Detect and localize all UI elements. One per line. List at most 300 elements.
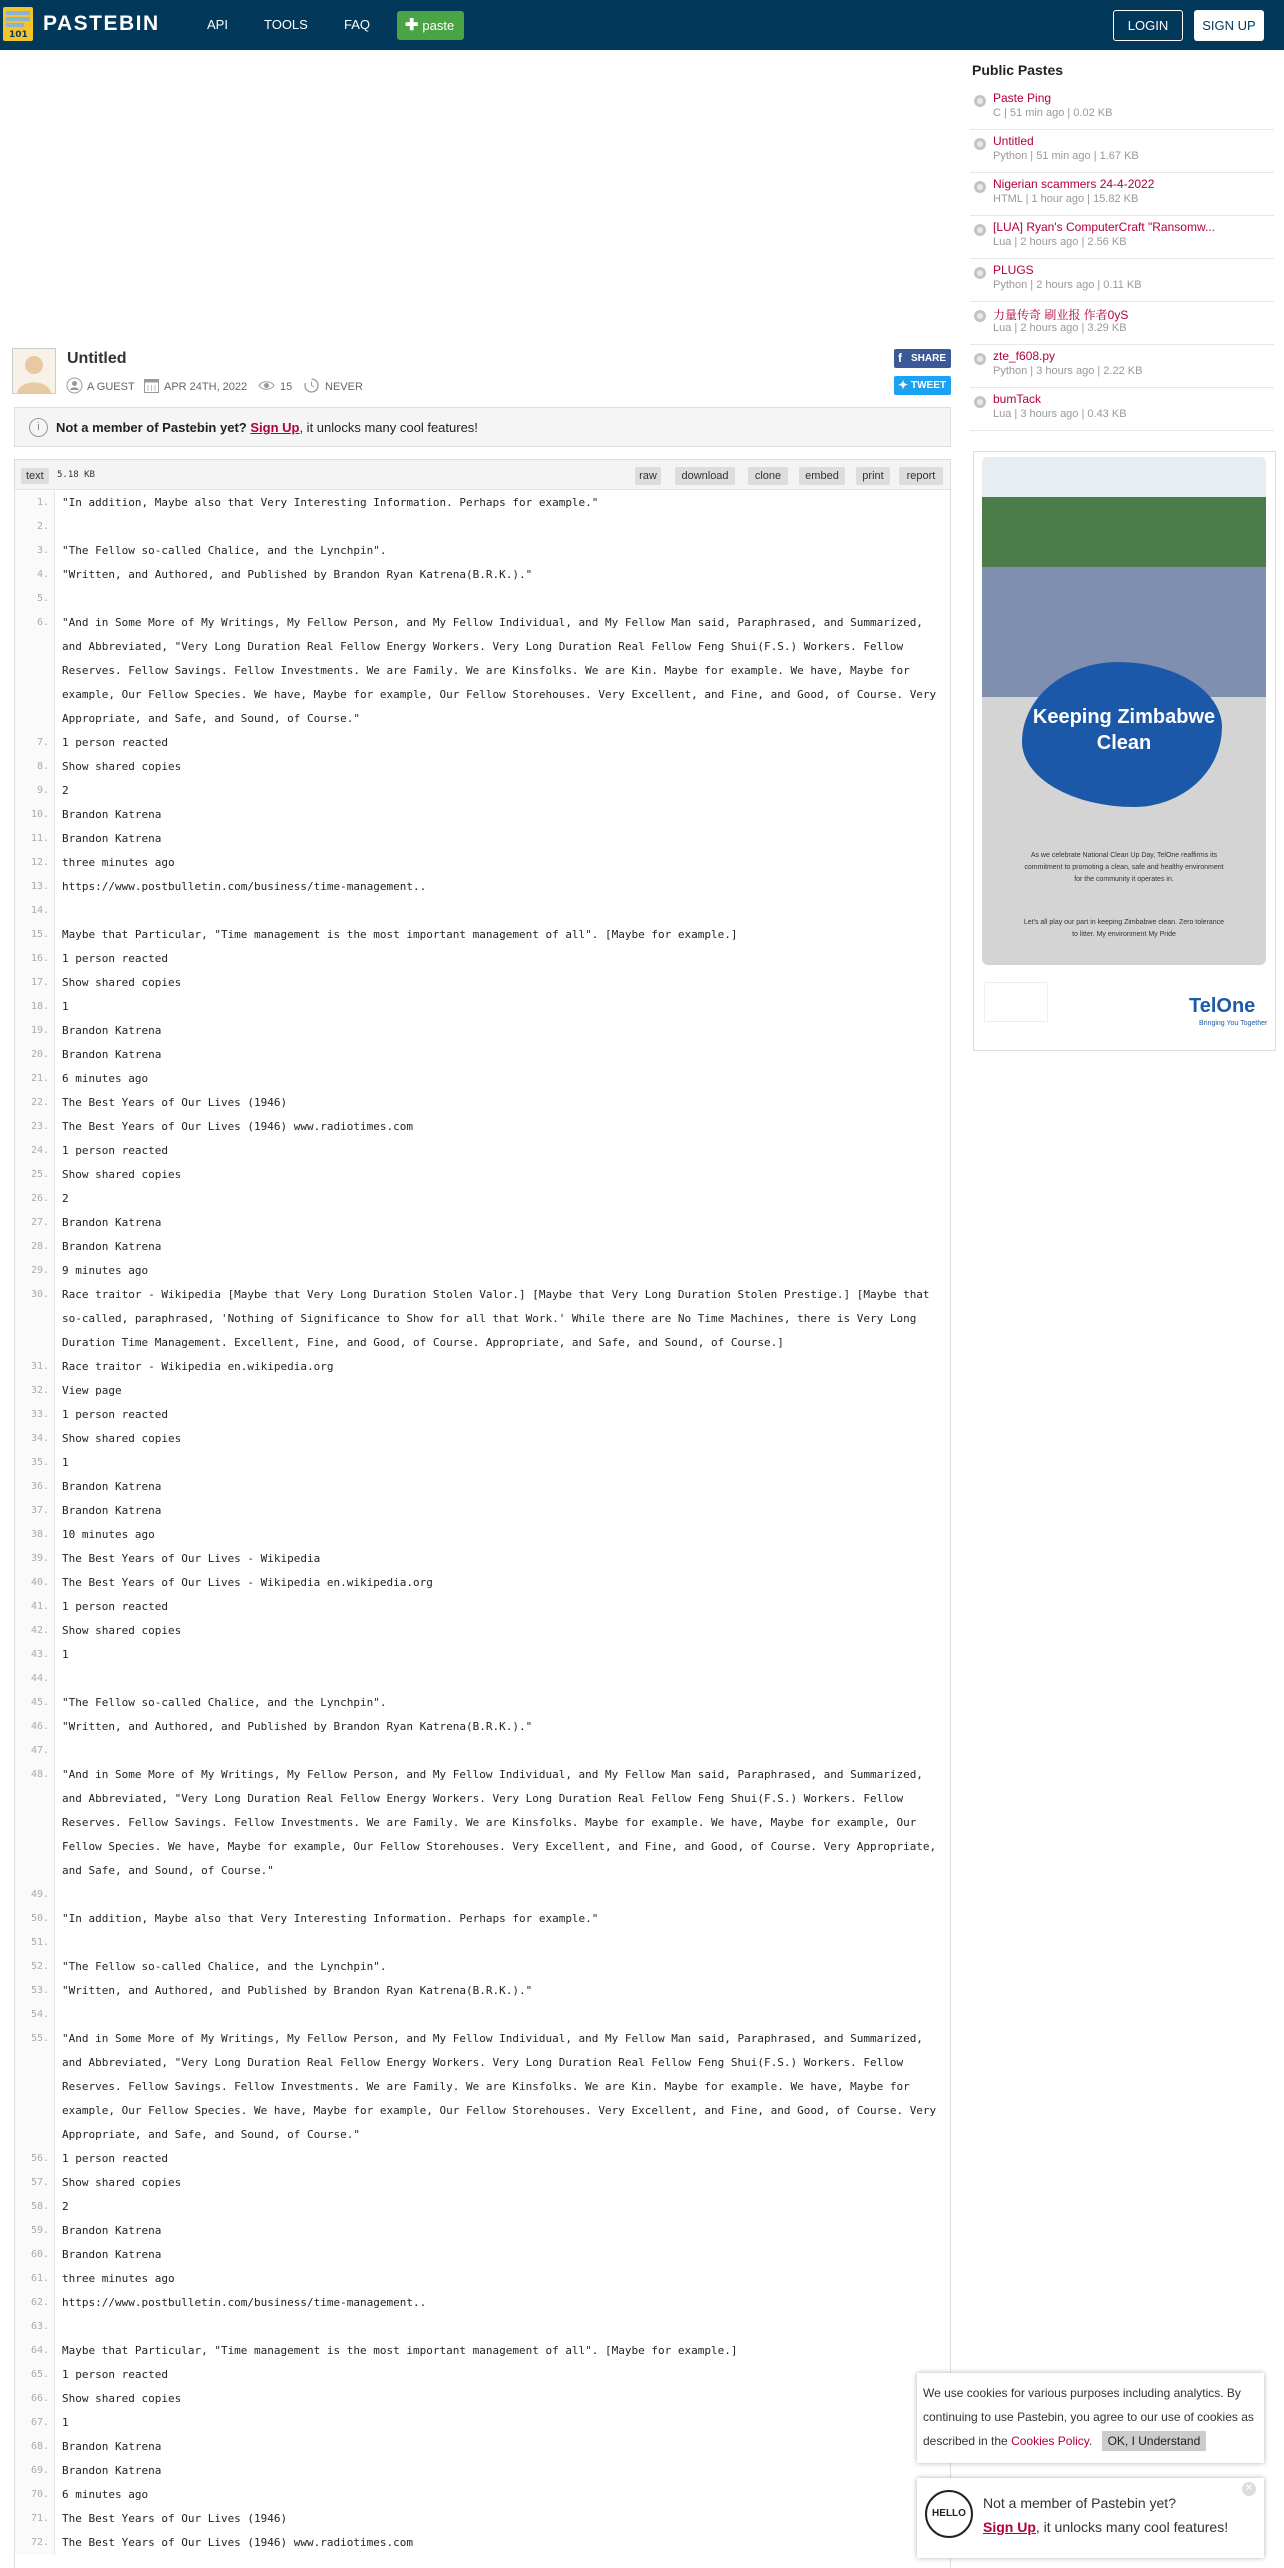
calendar-icon bbox=[143, 377, 160, 394]
code-line bbox=[15, 1235, 950, 1259]
public-paste-info: Lua | 2 hours ago | 2.56 KB bbox=[993, 236, 1127, 248]
cookie-accept-button[interactable]: OK, I Understand bbox=[1102, 2431, 1207, 2451]
globe-icon bbox=[974, 224, 986, 236]
ad-tagline: Bringing You Together bbox=[1199, 1020, 1268, 1027]
pastebin-logo-icon[interactable] bbox=[0, 3, 38, 45]
line-text: 1 person reacted bbox=[62, 1600, 168, 1613]
line-text: The Best Years of Our Lives (1946) www.radiotimes.com bbox=[62, 2536, 413, 2549]
public-paste-info: HTML | 1 hour ago | 15.82 KB bbox=[993, 193, 1139, 205]
signup-popup-text bbox=[983, 2491, 1228, 2539]
info-icon: i bbox=[29, 418, 48, 437]
line-number: 7. bbox=[15, 731, 55, 755]
code-lines[interactable] bbox=[15, 491, 950, 2555]
line-number: 57. bbox=[15, 2171, 55, 2195]
line-number: 40. bbox=[15, 1571, 55, 1595]
line-number: 52. bbox=[15, 1955, 55, 1979]
nav-api[interactable]: API bbox=[207, 17, 228, 32]
line-text bbox=[55, 1667, 950, 1691]
share-button[interactable] bbox=[894, 349, 951, 368]
line-text: 1 person reacted bbox=[62, 952, 168, 965]
code-line bbox=[15, 1091, 950, 1115]
public-paste-info: Python | 51 min ago | 1.67 KB bbox=[993, 150, 1139, 162]
line-text: Brandon Katrena bbox=[62, 1504, 162, 1517]
line-text: "In addition, Maybe also that Very Interesting Information. Perhaps for example." bbox=[62, 496, 599, 509]
raw-button[interactable]: raw bbox=[635, 467, 661, 485]
line-number: 50. bbox=[15, 1907, 55, 1931]
code-line bbox=[15, 1571, 950, 1595]
code-line bbox=[15, 515, 950, 539]
code-line bbox=[15, 1619, 950, 1643]
nav-faq[interactable]: FAQ bbox=[344, 17, 371, 32]
facebook-icon: f bbox=[898, 351, 902, 365]
code-line bbox=[15, 1019, 950, 1043]
line-text: "In addition, Maybe also that Very Interesting Information. Perhaps for example." bbox=[62, 1912, 599, 1925]
tweet-button[interactable] bbox=[894, 376, 951, 395]
paste-date: APR 24TH, 2022 bbox=[164, 381, 248, 393]
close-icon[interactable]: ✕ bbox=[1242, 2482, 1256, 2496]
hello-speech-bubble-icon: HELLO bbox=[925, 2490, 973, 2538]
public-paste-item[interactable] bbox=[970, 390, 1274, 431]
line-text bbox=[55, 515, 950, 539]
line-number: 26. bbox=[15, 1187, 55, 1211]
line-number: 25. bbox=[15, 1163, 55, 1187]
line-number: 34. bbox=[15, 1427, 55, 1451]
code-line bbox=[15, 1211, 950, 1235]
code-line bbox=[15, 1115, 950, 1139]
public-paste-name[interactable]: 力量传奇 刷业报 作者0yS bbox=[993, 308, 1129, 322]
clock-icon bbox=[303, 377, 320, 394]
line-text: "The Fellow so-called Chalice, and the Lynchpin". bbox=[62, 1960, 387, 1973]
code-line bbox=[15, 1691, 950, 1715]
line-text: three minutes ago bbox=[62, 2272, 175, 2285]
line-text: 1 person reacted bbox=[62, 736, 168, 749]
signup-popup-line1: Not a member of Pastebin yet? bbox=[983, 2495, 1176, 2511]
line-number: 47. bbox=[15, 1739, 55, 1763]
code-line bbox=[15, 2291, 950, 2315]
code-panel bbox=[14, 459, 951, 2568]
line-number: 31. bbox=[15, 1355, 55, 1379]
code-line bbox=[15, 1955, 950, 1979]
line-number: 15. bbox=[15, 923, 55, 947]
top-header bbox=[0, 0, 1284, 50]
line-number: 41. bbox=[15, 1595, 55, 1619]
line-number: 32. bbox=[15, 1379, 55, 1403]
paste-views: 15 bbox=[280, 381, 293, 393]
code-line bbox=[15, 995, 950, 1019]
code-line bbox=[15, 1163, 950, 1187]
line-text: 2 bbox=[62, 784, 69, 797]
svg-text:101: 101 bbox=[9, 30, 28, 40]
line-text: "Written, and Authored, and Published by Brandon Ryan Katrena(B.R.K.)." bbox=[62, 1984, 533, 1997]
code-line bbox=[15, 2147, 950, 2171]
line-text bbox=[55, 2003, 950, 2027]
code-line bbox=[15, 2411, 950, 2435]
line-number: 1. bbox=[15, 491, 55, 515]
line-text: Brandon Katrena bbox=[62, 1480, 162, 1493]
notice-suffix: , it unlocks many cool features! bbox=[299, 420, 478, 435]
code-line bbox=[15, 2219, 950, 2243]
line-number: 61. bbox=[15, 2267, 55, 2291]
line-number: 49. bbox=[15, 1883, 55, 1907]
public-paste-name[interactable]: [LUA] Ryan's ComputerCraft "Ransomw... bbox=[993, 220, 1215, 234]
download-button[interactable]: download bbox=[675, 467, 735, 485]
line-text: 1 bbox=[62, 2416, 69, 2429]
line-text: The Best Years of Our Lives - Wikipedia en.wikipedia.org bbox=[62, 1576, 433, 1589]
line-text: 1 person reacted bbox=[62, 2152, 168, 2165]
line-text: Brandon Katrena bbox=[62, 2224, 162, 2237]
line-number: 19. bbox=[15, 1019, 55, 1043]
line-number: 62. bbox=[15, 2291, 55, 2315]
code-line bbox=[15, 1403, 950, 1427]
line-text: "Written, and Authored, and Published by Brandon Ryan Katrena(B.R.K.)." bbox=[62, 568, 533, 581]
code-line bbox=[15, 2315, 950, 2339]
line-number: 16. bbox=[15, 947, 55, 971]
code-line bbox=[15, 1475, 950, 1499]
line-number: 51. bbox=[15, 1931, 55, 1955]
code-line bbox=[15, 2435, 950, 2459]
line-text bbox=[55, 899, 950, 923]
line-text: 1 bbox=[62, 1000, 69, 1013]
line-text: 2 bbox=[62, 1192, 69, 1205]
globe-icon bbox=[974, 95, 986, 107]
line-text bbox=[55, 1931, 950, 1955]
public-paste-name[interactable]: Untitled bbox=[993, 134, 1034, 148]
code-line bbox=[15, 827, 950, 851]
eye-icon bbox=[258, 377, 275, 394]
line-text: "Written, and Authored, and Published by Brandon Ryan Katrena(B.R.K.)." bbox=[62, 1720, 533, 1733]
line-text: Brandon Katrena bbox=[62, 832, 162, 845]
paste-author[interactable]: A GUEST bbox=[87, 381, 135, 393]
line-number: 64. bbox=[15, 2339, 55, 2363]
line-number: 70. bbox=[15, 2483, 55, 2507]
line-number: 30. bbox=[15, 1283, 55, 1355]
line-text: Race traitor - Wikipedia en.wikipedia.org bbox=[62, 1360, 334, 1373]
public-paste-name[interactable]: Nigerian scammers 24-4-2022 bbox=[993, 177, 1155, 191]
paste-size: 5.18 KB bbox=[57, 470, 95, 480]
line-number: 10. bbox=[15, 803, 55, 827]
line-number: 56. bbox=[15, 2147, 55, 2171]
public-paste-item[interactable] bbox=[970, 304, 1274, 345]
code-line bbox=[15, 1139, 950, 1163]
line-number: 60. bbox=[15, 2243, 55, 2267]
line-text: "And in Some More of My Writings, My Fellow Person, and My Fellow Individual, and My Fellow Man said, Paraphrased, and Summarized, and Abbreviated, "Very Long Duration Real Fellow Energy Workers. Very Long Duration Real Fellow Feng Shui(F.S.) Workers. Fellow Reserves. Fellow Savings. Fellow Investments. We are Family. We are Kinsfolks. We are Kin. Maybe for example. We have, Maybe for example, Our Fellow Species. We have, Maybe for example, Our Fellow Storehouses. Very Excellent, and Fine, and Good, of Course. Very Appropriate, and Safe, and Sound, of Course." bbox=[62, 2032, 943, 2141]
line-number: 13. bbox=[15, 875, 55, 899]
line-number: 24. bbox=[15, 1139, 55, 1163]
line-number: 4. bbox=[15, 563, 55, 587]
code-line bbox=[15, 2339, 950, 2363]
line-number: 2. bbox=[15, 515, 55, 539]
line-number: 28. bbox=[15, 1235, 55, 1259]
line-number: 22. bbox=[15, 1091, 55, 1115]
line-number: 14. bbox=[15, 899, 55, 923]
share-label: SHARE bbox=[910, 353, 946, 364]
advertisement[interactable] bbox=[973, 451, 1276, 1051]
line-text: Maybe that Particular, "Time management is the most important management of all". [Maybe for example.] bbox=[62, 928, 738, 941]
line-number: 54. bbox=[15, 2003, 55, 2027]
line-number: 6. bbox=[15, 611, 55, 731]
line-text: 6 minutes ago bbox=[62, 2488, 149, 2501]
line-text: Show shared copies bbox=[62, 1624, 182, 1637]
code-line bbox=[15, 1547, 950, 1571]
line-text: three minutes ago bbox=[62, 856, 175, 869]
code-line bbox=[15, 2003, 950, 2027]
code-line bbox=[15, 755, 950, 779]
line-number: 21. bbox=[15, 1067, 55, 1091]
line-text: 9 minutes ago bbox=[62, 1264, 149, 1277]
line-number: 44. bbox=[15, 1667, 55, 1691]
line-text: Race traitor - Wikipedia [Maybe that Very Long Duration Stolen Valor.] [Maybe that Very Long Duration Stolen Prestige.] [Maybe that so-called, paraphrased, 'Nothing of Significance to Show for all that Work.' While there are No Time Machines, there is Very Long Duration Time Management. Excellent, Fine, and Good, of Course. Appropriate, and Safe, and Sound, of Course.] bbox=[62, 1288, 937, 1349]
code-line bbox=[15, 1283, 950, 1355]
line-text: Brandon Katrena bbox=[62, 808, 162, 821]
code-line bbox=[15, 2195, 950, 2219]
code-line bbox=[15, 611, 950, 731]
line-number: 55. bbox=[15, 2027, 55, 2147]
globe-icon bbox=[974, 267, 986, 279]
line-text: Show shared copies bbox=[62, 976, 182, 989]
code-line bbox=[15, 1907, 950, 1931]
ad-copy: As we celebrate National Clean Up Day, TelOne reaffirms its commitment to promoting a clean, safe and healthy environment for the community it operates in. bbox=[1024, 852, 1224, 883]
line-number: 11. bbox=[15, 827, 55, 851]
code-line bbox=[15, 1043, 950, 1067]
code-line bbox=[15, 899, 950, 923]
line-number: 5. bbox=[15, 587, 55, 611]
code-line bbox=[15, 2483, 950, 2507]
line-number: 65. bbox=[15, 2363, 55, 2387]
line-number: 35. bbox=[15, 1451, 55, 1475]
line-text: View page bbox=[62, 1384, 122, 1397]
line-text: Brandon Katrena bbox=[62, 2464, 162, 2477]
code-line bbox=[15, 779, 950, 803]
public-paste-info: Lua | 2 hours ago | 3.29 KB bbox=[993, 322, 1127, 334]
line-number: 8. bbox=[15, 755, 55, 779]
public-pastes-title: Public Pastes bbox=[972, 62, 1064, 78]
code-line bbox=[15, 923, 950, 947]
twitter-icon: ✦ bbox=[898, 378, 909, 392]
code-line bbox=[15, 1931, 950, 1955]
line-text: 6 minutes ago bbox=[62, 1072, 149, 1085]
line-text bbox=[55, 2315, 950, 2339]
signup-popup-link[interactable]: Sign Up bbox=[983, 2519, 1036, 2535]
nav-tools[interactable]: TOOLS bbox=[264, 17, 308, 32]
line-number: 67. bbox=[15, 2411, 55, 2435]
clone-button[interactable]: clone bbox=[748, 467, 788, 485]
line-text: Brandon Katrena bbox=[62, 2248, 162, 2261]
line-text: Maybe that Particular, "Time management is the most important management of all". [Maybe for example.] bbox=[62, 2344, 738, 2357]
paste-title: Untitled bbox=[67, 350, 127, 367]
line-number: 33. bbox=[15, 1403, 55, 1427]
line-text: Show shared copies bbox=[62, 1432, 182, 1445]
paste-expiry: NEVER bbox=[325, 381, 363, 393]
line-number: 58. bbox=[15, 2195, 55, 2219]
line-text: 1 bbox=[62, 1456, 69, 1469]
tweet-label: TWEET bbox=[911, 380, 946, 391]
code-line bbox=[15, 1523, 950, 1547]
line-number: 23. bbox=[15, 1115, 55, 1139]
code-line bbox=[15, 1883, 950, 1907]
line-text: 1 person reacted bbox=[62, 1144, 168, 1157]
line-text: Brandon Katrena bbox=[62, 1240, 162, 1253]
line-number: 37. bbox=[15, 1499, 55, 1523]
line-text bbox=[55, 587, 950, 611]
code-line bbox=[15, 1259, 950, 1283]
cookie-banner bbox=[917, 2373, 1264, 2463]
line-number: 3. bbox=[15, 539, 55, 563]
line-text: Brandon Katrena bbox=[62, 1216, 162, 1229]
code-line bbox=[15, 803, 950, 827]
line-number: 39. bbox=[15, 1547, 55, 1571]
report-button[interactable]: report bbox=[899, 467, 943, 485]
ad-partner-logos bbox=[984, 982, 1048, 1022]
public-paste-item[interactable] bbox=[970, 261, 1274, 302]
line-text: Brandon Katrena bbox=[62, 1024, 162, 1037]
line-number: 18. bbox=[15, 995, 55, 1019]
public-paste-item[interactable] bbox=[970, 347, 1274, 388]
cookie-text: We use cookies for various purposes including analytics. By continuing to use Pastebin, you agree to our use of cookies as described in the Cookies Policy. OK, I Understand bbox=[923, 2381, 1259, 2453]
notice-text bbox=[56, 420, 478, 435]
line-text: 1 person reacted bbox=[62, 1408, 168, 1421]
line-text: Show shared copies bbox=[62, 760, 182, 773]
globe-icon bbox=[974, 310, 986, 322]
public-paste-name[interactable]: bumTack bbox=[993, 392, 1042, 406]
code-line bbox=[15, 587, 950, 611]
line-number: 45. bbox=[15, 1691, 55, 1715]
code-line bbox=[15, 731, 950, 755]
code-line bbox=[15, 1739, 950, 1763]
line-number: 38. bbox=[15, 1523, 55, 1547]
login-button[interactable]: LOGIN bbox=[1113, 10, 1183, 41]
line-text: 2 bbox=[62, 2200, 69, 2213]
globe-icon bbox=[974, 353, 986, 365]
public-paste-info: Lua | 3 hours ago | 0.43 KB bbox=[993, 408, 1127, 420]
guest-avatar-icon bbox=[13, 349, 55, 393]
code-line bbox=[15, 2027, 950, 2147]
syntax-tag[interactable]: text bbox=[21, 468, 49, 484]
line-text: 1 bbox=[62, 1648, 69, 1661]
line-text: The Best Years of Our Lives - Wikipedia bbox=[62, 1552, 321, 1565]
code-toolbar bbox=[15, 460, 950, 490]
line-number: 20. bbox=[15, 1043, 55, 1067]
code-line bbox=[15, 2243, 950, 2267]
public-paste-name[interactable]: PLUGS bbox=[993, 263, 1034, 277]
line-text: 1 person reacted bbox=[62, 2368, 168, 2381]
line-number: 42. bbox=[15, 1619, 55, 1643]
line-text: The Best Years of Our Lives (1946) bbox=[62, 2512, 288, 2525]
public-paste-name[interactable]: Paste Ping bbox=[993, 91, 1052, 105]
line-number: 63. bbox=[15, 2315, 55, 2339]
line-number: 27. bbox=[15, 1211, 55, 1235]
public-paste-info: C | 51 min ago | 0.02 KB bbox=[993, 107, 1113, 119]
code-line bbox=[15, 491, 950, 515]
ad-headline: Keeping Zimbabwe Clean bbox=[1032, 706, 1216, 754]
code-line bbox=[15, 2171, 950, 2195]
code-line bbox=[15, 2531, 950, 2555]
embed-button[interactable]: embed bbox=[799, 467, 845, 485]
notice-signup-link[interactable]: Sign Up bbox=[250, 420, 300, 435]
print-button[interactable]: print bbox=[856, 467, 890, 485]
plus-icon: ✚ bbox=[405, 17, 419, 34]
line-text: "And in Some More of My Writings, My Fellow Person, and My Fellow Individual, and My Fellow Man said, Paraphrased, and Summarized, and Abbreviated, "Very Long Duration Real Fellow Energy Workers. Very Long Duration Real Fellow Feng Shui(F.S.) Workers. Fellow Reserves. Fellow Savings. Fellow Investments. We are Family. We are Kinsfolks. Maybe for example. We have, Maybe for example, Our Fellow Species. We have, Maybe for example, Our Fellow Storehouses. Very Excellent, and Fine, and Good, of Course. Very Appropriate, and Safe, and Sound, of Course." bbox=[62, 1768, 943, 1877]
signup-popup bbox=[917, 2478, 1264, 2558]
line-text: 10 minutes ago bbox=[62, 1528, 155, 1541]
code-line bbox=[15, 1427, 950, 1451]
line-number: 53. bbox=[15, 1979, 55, 2003]
logo-text[interactable]: PASTEBIN bbox=[43, 12, 160, 35]
line-text: https://www.postbulletin.com/business/time-management.. bbox=[62, 880, 427, 893]
ad-image bbox=[982, 457, 1266, 965]
line-number: 43. bbox=[15, 1643, 55, 1667]
public-paste-item[interactable] bbox=[970, 89, 1274, 130]
new-paste-label: paste bbox=[422, 18, 455, 33]
cookies-policy-link[interactable]: Cookies Policy bbox=[1011, 2434, 1089, 2448]
code-line bbox=[15, 1595, 950, 1619]
line-text: Brandon Katrena bbox=[62, 1048, 162, 1061]
line-number: 9. bbox=[15, 779, 55, 803]
code-line bbox=[15, 1187, 950, 1211]
line-text: The Best Years of Our Lives (1946) www.radiotimes.com bbox=[62, 1120, 413, 1133]
line-text: "And in Some More of My Writings, My Fellow Person, and My Fellow Individual, and My Fellow Man said, Paraphrased, and Summarized, and Abbreviated, "Very Long Duration Real Fellow Energy Workers. Very Long Duration Real Fellow Feng Shui(F.S.) Workers. Fellow Reserves. Fellow Savings. Fellow Investments. We are Family. We are Kinsfolks. We are Kin. Maybe for example. We have, Maybe for example, Our Fellow Species. We have, Maybe for example, Our Fellow Storehouses. Very Excellent, and Fine, and Good, of Course. Very Appropriate, and Safe, and Sound, of Course." bbox=[62, 616, 943, 725]
signup-notice bbox=[14, 407, 951, 447]
notice-prefix: Not a member of Pastebin yet? bbox=[56, 420, 247, 435]
line-number: 29. bbox=[15, 1259, 55, 1283]
code-line bbox=[15, 1643, 950, 1667]
line-number: 66. bbox=[15, 2387, 55, 2411]
code-line bbox=[15, 539, 950, 563]
code-line bbox=[15, 2267, 950, 2291]
public-paste-item[interactable] bbox=[970, 132, 1274, 173]
code-line bbox=[15, 1715, 950, 1739]
public-paste-item[interactable] bbox=[970, 218, 1274, 259]
code-line bbox=[15, 1451, 950, 1475]
line-number: 72. bbox=[15, 2531, 55, 2555]
globe-icon bbox=[974, 181, 986, 193]
line-number: 36. bbox=[15, 1475, 55, 1499]
signup-button[interactable]: SIGN UP bbox=[1194, 10, 1264, 41]
line-number: 12. bbox=[15, 851, 55, 875]
line-text bbox=[55, 1739, 950, 1763]
code-line bbox=[15, 1355, 950, 1379]
public-paste-info: Python | 3 hours ago | 2.22 KB bbox=[993, 365, 1143, 377]
code-line bbox=[15, 2507, 950, 2531]
line-number: 48. bbox=[15, 1763, 55, 1883]
line-text: "The Fellow so-called Chalice, and the Lynchpin". bbox=[62, 544, 387, 557]
code-line bbox=[15, 1763, 950, 1883]
code-line bbox=[15, 971, 950, 995]
line-number: 68. bbox=[15, 2435, 55, 2459]
public-paste-item[interactable] bbox=[970, 175, 1274, 216]
code-line bbox=[15, 1379, 950, 1403]
code-line bbox=[15, 1499, 950, 1523]
line-text: Show shared copies bbox=[62, 1168, 182, 1181]
ad-copy-secondary: Let's all play our part in keeping Zimbabwe clean. Zero tolerance to litter. My environment My Pride bbox=[1023, 919, 1225, 938]
code-line bbox=[15, 875, 950, 899]
code-line bbox=[15, 563, 950, 587]
code-line bbox=[15, 2459, 950, 2483]
user-icon bbox=[66, 377, 83, 394]
new-paste-button[interactable] bbox=[397, 11, 464, 40]
line-number: 46. bbox=[15, 1715, 55, 1739]
line-text: "The Fellow so-called Chalice, and the Lynchpin". bbox=[62, 1696, 387, 1709]
line-text bbox=[55, 1883, 950, 1907]
public-paste-name[interactable]: zte_f608.py bbox=[993, 349, 1056, 363]
globe-icon bbox=[974, 396, 986, 408]
line-number: 17. bbox=[15, 971, 55, 995]
line-text: The Best Years of Our Lives (1946) bbox=[62, 1096, 288, 1109]
avatar bbox=[12, 348, 56, 394]
code-line bbox=[15, 851, 950, 875]
public-paste-info: Python | 2 hours ago | 0.11 KB bbox=[993, 279, 1142, 291]
cookie-message: We use cookies for various purposes including analytics. By continuing to use Pastebin, you agree to our use of cookies as described in the bbox=[923, 2386, 1254, 2448]
line-text: Brandon Katrena bbox=[62, 2440, 162, 2453]
